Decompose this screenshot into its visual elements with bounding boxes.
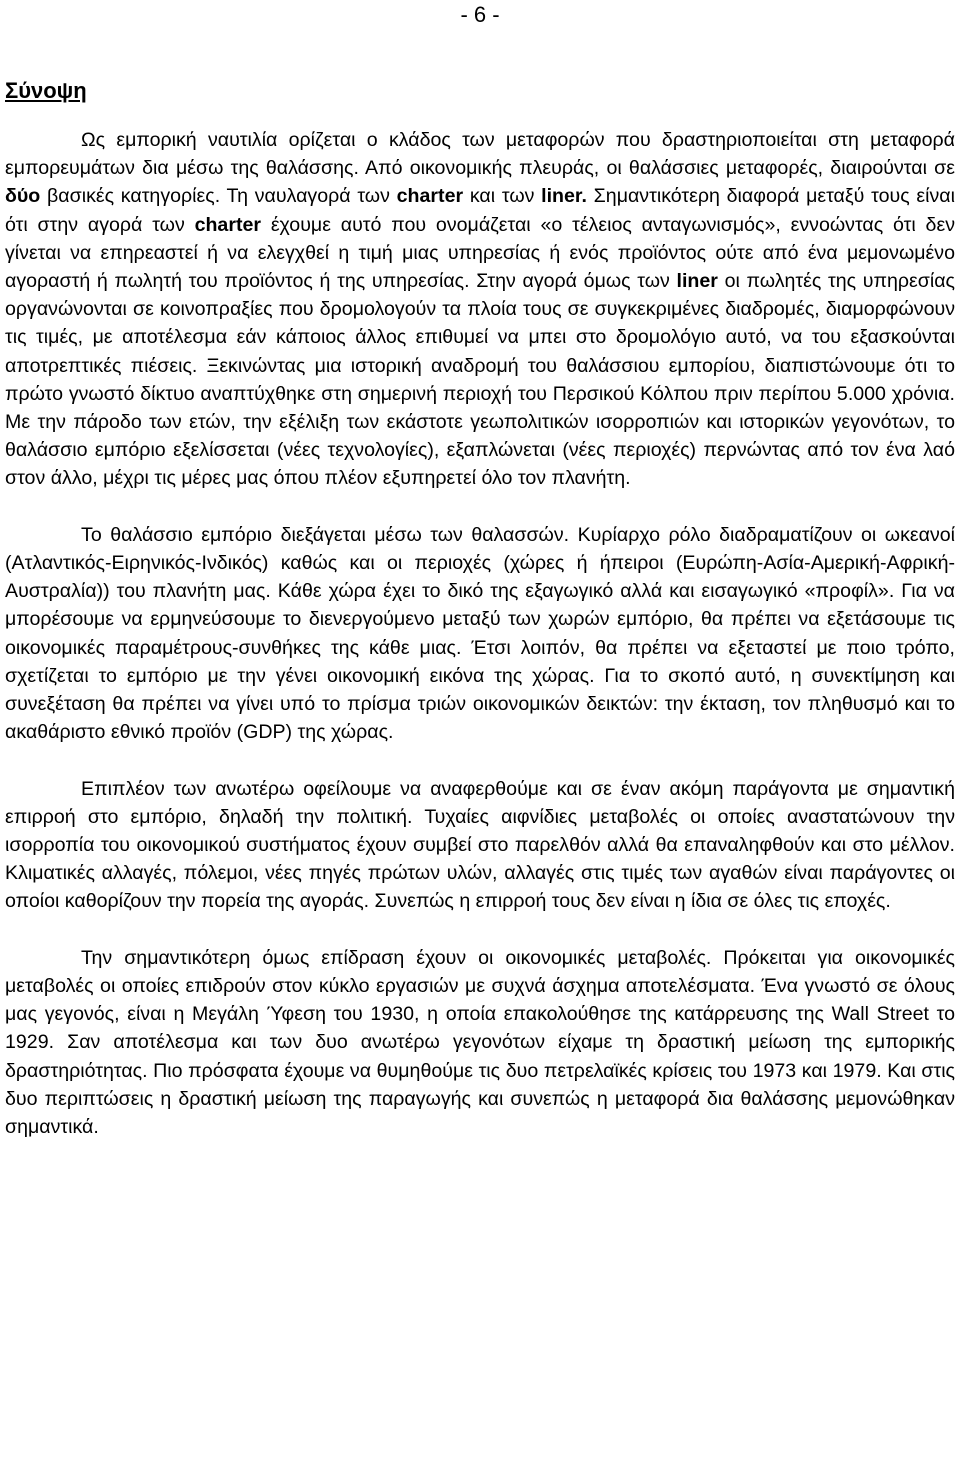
paragraph-1: Ως εμπορική ναυτιλία ορίζεται ο κλάδος των μεταφορών που δραστηριοποιείται στη μεταφορά εμπορευμάτων δια μέσω της θαλάσσης. Από οικονομικής πλευράς, οι θαλάσσιες μεταφορές, διαιρούνται σε δύο βασικές κατηγορίες. Τη ναυλαγορά των charter και των liner. Σημαντικότερη διαφορά μεταξύ τους είναι ότι στην αγορά των charter έχουμε αυτό που ονομάζεται «ο τέλειος ανταγωνισμός», εννοώντας ότι δεν γίνεται να επηρεαστεί ή να ελεγχθεί η τιμή μιας υπηρεσίας ή ενός προϊόντος ούτε από ένα μεμονωμένο αγοραστή ή πωλητή του προϊόντος ή της υπηρεσίας. Στην αγορά όμως των liner οι πωλητές της υπηρεσίας οργανώνονται σε κοινοπραξίες που δρομολογούν τα πλοία τους σε συγκεκριμένες διαδρομές, διαμορφώνουν τις τιμές, με αποτέλεσμα εάν κάποιος άλλος επιθυμεί να μπει στο δρομολόγιο αυτό, να του εξασκούνται αποτρεπτικές πιέσεις. Ξεκινώντας μια ιστορική αναδρομή του θαλάσσιου εμπορίου, διαπιστώνουμε ότι το πρώτο γνωστό δίκτυο αναπτύχθηκε στη σημερινή περιοχή του Περσικού Κόλπου πριν περίπου 5.000 χρόνια. Με την πάροδο των ετών, την εξέλιξη των εκάστοτε γεωπολιτικών ισορροπιών και ιστορικών γεγονότων, το θαλάσσιο εμπόριο εξελίσσεται (νέες τεχνολογίες), εξαπλώνεται (νέες περιοχές) περνώντας από τον ένα λαό στον άλλο, μέχρι τις μέρες μας όπου πλέον εξυπηρετεί όλο τον πλανήτη. (5, 129, 955, 490)
page-number: - 6 - (460, 2, 500, 27)
document-page (5, 0, 955, 1141)
paragraph-2: Το θαλάσσιο εμπόριο διεξάγεται μέσω των θαλασσών. Κυρίαρχο ρόλο διαδραματίζουν οι ωκεανοί (Ατλαντικός-Ειρηνικός-Ινδικός) καθώς και οι περιοχές (χώρες ή ήπειροι (Ευρώπη-Ασία-Αμερική-Αφρική-Αυστραλία)) του πλανήτη μας. Κάθε χώρα έχει το δικό της εξαγωγικό αλλά και εισαγωγικό «προφίλ». Για να μπορέσουμε να ερμηνεύσουμε το διενεργούμενο μεταξύ των χωρών εμπόριο, θα πρέπει να εξετάσουμε τις οικονομικές παραμέτρους-συνθήκες της κάθε μιας. Έτσι λοιπόν, θα πρέπει να εξεταστεί με ποιο τρόπο, σχετίζεται το εμπόριο με την γένει οικονομική εικόνα της χώρας. Για το σκοπό αυτό, η συνεκτίμηση και συνεξέταση θα πρέπει να γίνει υπό το πρίσμα τριών οικονομικών δεικτών: την έκταση, τον πληθυσμό και το ακαθάριστο εθνικό προϊόν (GDP) της χώρας. (5, 523, 955, 744)
paragraph-3: Επιπλέον των ανωτέρω οφείλουμε να αναφερθούμε και σε έναν ακόμη παράγοντα με σημαντική επιρροή στο εμπόριο, δηλαδή την πολιτική. Τυχαίες αιφνίδιες μεταβολές οι οποίες αναστατώνουν την ισορροπία του οικονομικού συστήματος έχουν συμβεί στο παρελθόν αλλά θα επαναληφθούν και στο μέλλον. Κλιματικές αλλαγές, πόλεμοι, νέες πηγές πρώτων υλών, αλλαγές στις τιμές των αγαθών είναι παράγοντες οι οποίοι καθορίζουν την πορεία της αγοράς. Συνεπώς η επιρροή τους δεν είναι η ίδια σε όλες τις εποχές. (5, 777, 955, 913)
paragraph-4: Την σημαντικότερη όμως επίδραση έχουν οι οικονομικές μεταβολές. Πρόκειται για οικονομικές μεταβολές οι οποίες επιδρούν στον κύκλο εργασιών με συχνά άσχημα αποτελέσματα. Ένα γνωστό σε όλους μας γεγονός, είναι η Μεγάλη Ύφεση του 1930, η οποία επακολούθησε της κατάρρευσης της Wall Street το 1929. Σαν αποτέλεσμα και των δυο ανωτέρω γεγονότων είχαμε τη δραστική μείωση της εμπορικής δραστηριότητας. Πιο πρόσφατα έχουμε να θυμηθούμε τις δυο πετρελαϊκές κρίσεις του 1973 και 1979. Και στις δυο περιπτώσεις η δραστική μείωση της παραγωγής και συνεπώς η μεταφορά δια θαλάσσης μεμονώθηκαν σημαντικά. (5, 946, 955, 1139)
section-heading: Σύνοψη (5, 78, 87, 103)
